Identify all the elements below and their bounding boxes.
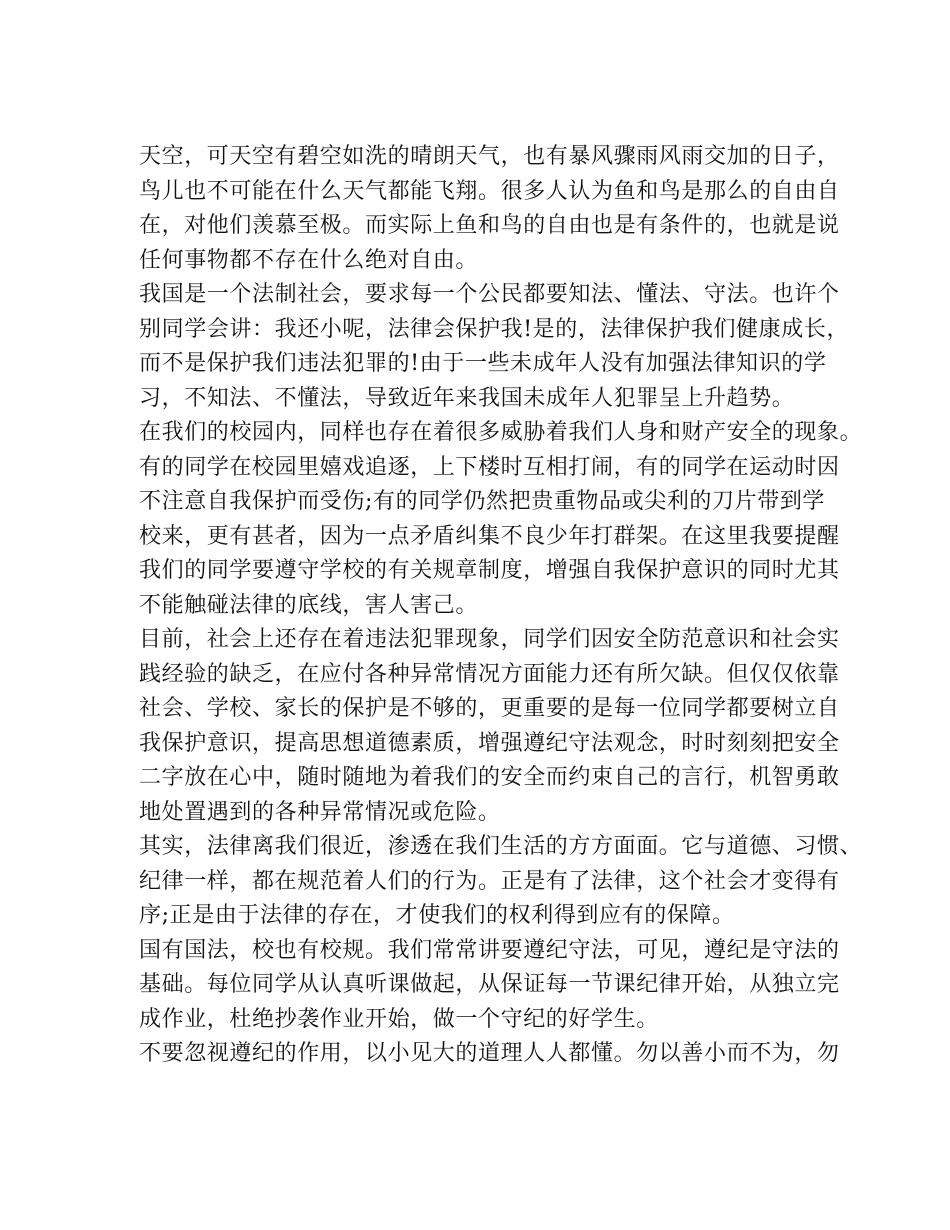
text-line: 二字放在心中，随时随地为着我们的安全而约束自己的言行，机智勇敢 — [139, 765, 840, 790]
text-line: 不要忽视遵纪的作用，以小见大的道理人人都懂。勿以善小而不为，勿 — [139, 1041, 840, 1066]
text-line: 天空，可天空有碧空如洗的晴朗天气，也有暴风骤雨风雨交加的日子， — [139, 144, 840, 169]
text-line: 序;正是由于法律的存在，才使我们的权利得到应有的保障。 — [139, 903, 735, 928]
text-line: 基础。每位同学从认真听课做起，从保证每一节课纪律开始，从独立完 — [139, 972, 840, 997]
text-line: 我保护意识，提高思想道德素质，增强遵纪守法观念，时时刻刻把安全 — [139, 730, 840, 756]
text-line: 在我们的校园内，同样也存在着很多威胁着我们人身和财产安全的现象。 — [139, 420, 863, 445]
text-line: 而不是保护我们违法犯罪的!由于一些未成年人没有加强法律知识的学 — [139, 351, 827, 376]
text-line: 社会、学校、家长的保护是不够的，更重要的是每一位同学都要树立自 — [139, 696, 840, 721]
text-line: 有的同学在校园里嬉戏追逐，上下楼时互相打闹，有的同学在运动时因 — [139, 454, 840, 480]
text-line: 其实，法律离我们很近，渗透在我们生活的方方面面。它与道德、习惯、 — [139, 834, 863, 859]
text-line: 我们的同学要遵守学校的有关规章制度，增强自我保护意识的同时尤其 — [139, 558, 840, 583]
text-line: 鸟儿也不可能在什么天气都能飞翔。很多人认为鱼和鸟是那么的自由自 — [139, 178, 840, 204]
text-line: 校来，更有甚者，因为一点矛盾纠集不良少年打群架。在这里我要提醒 — [139, 523, 840, 549]
text-line: 习，不知法、不懂法，导致近年来我国未成年人犯罪呈上升趋势。 — [139, 385, 795, 411]
text-line: 别同学会讲：我还小呢，法律会保护我!是的，法律保护我们健康成长， — [139, 316, 850, 342]
text-line: 成作业，杜绝抄袭作业开始，做一个守纪的好学生。 — [139, 1006, 659, 1032]
text-line: 在，对他们羡慕至极。而实际上鱼和鸟的自由也是有条件的，也就是说 — [139, 213, 840, 238]
document-body — [139, 140, 863, 1072]
text-line: 我国是一个法制社会，要求每一个公民都要知法、懂法、守法。也许个 — [139, 282, 840, 307]
text-line: 任何事物都不存在什么绝对自由。 — [139, 247, 479, 273]
text-line: 地处置遇到的各种异常情况或危险。 — [139, 799, 501, 825]
text-line: 不能触碰法律的底线，害人害己。 — [139, 592, 479, 618]
text-line: 纪律一样，都在规范着人们的行为。正是有了法律，这个社会才变得有 — [139, 868, 840, 894]
text-line: 不注意自我保护而受伤;有的同学仍然把贵重物品或尖利的刀片带到学 — [139, 489, 826, 514]
text-line: 目前，社会上还存在着违法犯罪现象，同学们因安全防范意识和社会实 — [139, 627, 840, 652]
text-line: 践经验的缺乏，在应付各种异常情况方面能力还有所欠缺。但仅仅依靠 — [139, 661, 840, 687]
text-line: 国有国法，校也有校规。我们常常讲要遵纪守法，可见，遵纪是守法的 — [139, 937, 840, 963]
